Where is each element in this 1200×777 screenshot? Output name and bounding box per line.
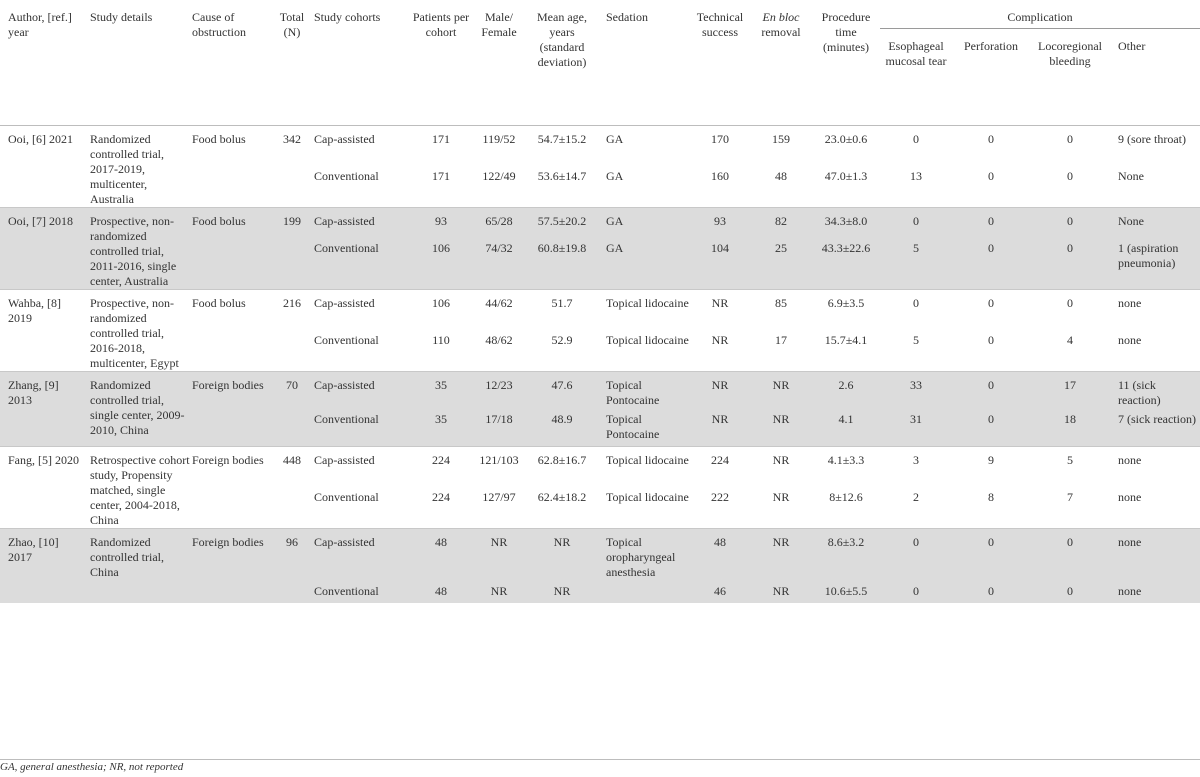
header-technical: Technical success	[690, 0, 750, 126]
table-footnote: GA, general anesthesia; NR, not reported	[0, 759, 1200, 773]
author-cell: Wahba, [8] 2019	[8, 296, 62, 325]
mean-age-cell: 62.8±16.7	[537, 453, 587, 467]
technical-success-cell: NR	[690, 372, 750, 409]
patients-cell: 35	[410, 372, 472, 409]
sedation-cell: GA	[606, 132, 624, 146]
total-cell: 216	[283, 296, 301, 310]
patients-cell: 48	[410, 529, 472, 581]
perforation-cell: 8	[988, 489, 994, 504]
technical-success-cell: 160	[711, 168, 729, 183]
patients-cell: 106	[432, 296, 450, 310]
other-complication-cell: 9 (sore throat)	[1118, 132, 1186, 146]
cause-cell: Foreign bodies	[192, 372, 270, 447]
male-female-cell: 48/62	[485, 332, 513, 347]
sedation-cell: GA	[598, 208, 690, 237]
cohort-cell: Cap-assisted	[314, 132, 375, 146]
header-cohorts: Study cohorts	[314, 0, 410, 126]
male-female-cell: 127/97	[482, 489, 516, 504]
technical-success-cell: 93	[690, 208, 750, 237]
bleeding-cell: 0	[1030, 529, 1110, 581]
enbloc-cell: 25	[750, 237, 812, 290]
sedation-cell: Topical Pontocaine	[598, 408, 690, 447]
bleeding-cell: 0	[1030, 580, 1110, 603]
male-female-cell: 17/18	[472, 408, 526, 447]
technical-success-cell: 48	[690, 529, 750, 581]
perforation-cell: 0	[952, 208, 1030, 237]
enbloc-cell: 159	[772, 132, 790, 146]
study-group	[0, 208, 1200, 290]
esophageal-tear-cell: 5	[880, 237, 952, 290]
patients-cell: 171	[432, 132, 450, 146]
table-row	[0, 290, 1200, 329]
procedure-time-cell: 10.6±5.5	[812, 580, 880, 603]
study-details-cell: Randomized controlled trial, single center, 2009-2010, China	[82, 372, 192, 447]
technical-success-cell: 170	[711, 132, 729, 146]
cohort-cell: Cap-assisted	[314, 208, 410, 237]
esophageal-tear-cell: 31	[880, 408, 952, 447]
table-row	[0, 529, 1200, 581]
male-female-cell: 74/32	[472, 237, 526, 290]
esophageal-tear-cell: 0	[880, 580, 952, 603]
header-bleeding: Locoregional bleeding	[1030, 29, 1110, 126]
sedation-cell: GA	[606, 168, 624, 183]
header-mean-age: Mean age, years (standard deviation)	[526, 0, 598, 126]
procedure-time-cell: 23.0±0.6	[824, 132, 868, 146]
mean-age-cell: 51.7	[551, 296, 573, 310]
technical-success-cell: 46	[690, 580, 750, 603]
procedure-time-cell: 2.6	[812, 372, 880, 409]
table-row	[0, 372, 1200, 409]
bleeding-cell: 5	[1067, 453, 1073, 467]
procedure-time-cell: 8.6±3.2	[812, 529, 880, 581]
cohort-cell: Cap-assisted	[314, 453, 375, 467]
procedure-time-cell: 47.0±1.3	[824, 168, 868, 183]
male-female-cell: 122/49	[482, 168, 516, 183]
other-complication-cell: 1 (aspiration pneumonia)	[1110, 237, 1200, 290]
esophageal-tear-cell: 0	[880, 208, 952, 237]
perforation-cell: 0	[988, 296, 994, 310]
study-details-cell: Prospective, non-randomized controlled trial, 2011-2016, single center, Australia	[82, 208, 192, 290]
header-cause: Cause of obstruction	[192, 0, 270, 126]
header-complication: Complication	[880, 0, 1200, 29]
bleeding-cell: 0	[1030, 237, 1110, 290]
study-group	[0, 529, 1200, 604]
header-sedation: Sedation	[598, 0, 690, 126]
other-complication-cell: none	[1118, 453, 1142, 467]
esophageal-tear-cell: 0	[880, 529, 952, 581]
patients-cell: 35	[410, 408, 472, 447]
mean-age-cell: 54.7±15.2	[537, 132, 587, 146]
cohort-cell: Conventional	[314, 168, 379, 183]
sedation-cell	[598, 580, 690, 603]
header-perforation: Perforation	[952, 29, 1030, 126]
cause-cell: Food bolus	[192, 208, 270, 290]
other-complication-cell: none	[1110, 580, 1200, 603]
mean-age-cell: 53.6±14.7	[537, 168, 587, 183]
table-row	[0, 126, 1200, 165]
bleeding-cell: 0	[1067, 168, 1073, 183]
male-female-cell: 65/28	[472, 208, 526, 237]
header-other: Other	[1110, 29, 1200, 126]
header-enbloc-italic: En bloc	[762, 10, 800, 24]
mean-age-cell: 60.8±19.8	[526, 237, 598, 290]
table-row	[0, 208, 1200, 237]
cohort-cell: Conventional	[314, 332, 379, 347]
total-cell: 199	[270, 208, 314, 290]
study-group	[0, 126, 1200, 208]
total-cell: 70	[270, 372, 314, 447]
cause-cell: Food bolus	[192, 296, 246, 310]
perforation-cell: 0	[952, 237, 1030, 290]
other-complication-cell: None	[1118, 168, 1144, 183]
cohort-cell: Cap-assisted	[314, 529, 410, 581]
male-female-cell: 12/23	[472, 372, 526, 409]
patients-cell: 48	[410, 580, 472, 603]
table-header	[0, 0, 1200, 126]
other-complication-cell: 11 (sick reaction)	[1110, 372, 1200, 409]
total-cell: 96	[270, 529, 314, 604]
esophageal-tear-cell: 0	[913, 132, 919, 146]
cause-cell: Food bolus	[192, 132, 246, 146]
header-study-details: Study details	[82, 0, 192, 126]
bleeding-cell: 0	[1067, 132, 1073, 146]
technical-success-cell: 224	[711, 453, 729, 467]
cause-cell: Foreign bodies	[192, 453, 264, 467]
cohort-cell: Cap-assisted	[314, 372, 410, 409]
male-female-cell: 119/52	[482, 132, 516, 146]
patients-cell: 93	[410, 208, 472, 237]
enbloc-cell: NR	[750, 580, 812, 603]
other-complication-cell: none	[1118, 489, 1142, 504]
perforation-cell: 0	[952, 408, 1030, 447]
esophageal-tear-cell: 2	[913, 489, 919, 504]
other-complication-cell: 7 (sick reaction)	[1110, 408, 1200, 447]
study-group	[0, 447, 1200, 529]
sedation-cell: GA	[598, 237, 690, 290]
author-cell: Ooi, [7] 2018	[0, 208, 82, 290]
sedation-cell: Topical Pontocaine	[598, 372, 690, 409]
perforation-cell: 0	[988, 332, 994, 347]
bleeding-cell: 18	[1030, 408, 1110, 447]
perforation-cell: 0	[988, 168, 994, 183]
patients-cell: 224	[432, 489, 450, 504]
header-esophageal-tear: Esophageal mucosal tear	[880, 29, 952, 126]
header-author: Author, [ref.] year	[0, 0, 82, 126]
esophageal-tear-cell: 0	[913, 296, 919, 310]
patients-cell: 171	[432, 168, 450, 183]
perforation-cell: 0	[952, 580, 1030, 603]
mean-age-cell: NR	[526, 529, 598, 581]
total-cell: 342	[283, 132, 301, 146]
perforation-cell: 0	[988, 132, 994, 146]
patients-cell: 110	[432, 332, 450, 347]
technical-success-cell: 222	[711, 489, 729, 504]
procedure-time-cell: 4.1±3.3	[827, 453, 865, 467]
mean-age-cell: 52.9	[551, 332, 573, 347]
header-procedure-time: Procedure time (minutes)	[812, 0, 880, 126]
technical-success-cell: 104	[690, 237, 750, 290]
author-cell: Fang, [5] 2020	[8, 453, 79, 467]
sedation-cell: Topical oropharyngeal anesthesia	[598, 529, 690, 581]
header-patients: Patients per cohort	[410, 0, 472, 126]
header-enbloc-rest: removal	[761, 25, 801, 39]
procedure-time-cell: 6.9±3.5	[827, 296, 865, 310]
bleeding-cell: 17	[1030, 372, 1110, 409]
other-complication-cell: None	[1110, 208, 1200, 237]
enbloc-cell: 85	[775, 296, 787, 310]
procedure-time-cell: 4.1	[812, 408, 880, 447]
mean-age-cell: 62.4±18.2	[537, 489, 587, 504]
other-complication-cell: none	[1110, 529, 1200, 581]
enbloc-cell: 82	[750, 208, 812, 237]
enbloc-cell: NR	[750, 372, 812, 409]
cause-cell: Foreign bodies	[192, 529, 270, 604]
other-complication-cell: none	[1118, 296, 1142, 310]
enbloc-cell: NR	[750, 529, 812, 581]
table-row	[0, 447, 1200, 486]
enbloc-cell: 48	[775, 168, 787, 183]
patients-cell: 106	[410, 237, 472, 290]
author-cell: Zhang, [9] 2013	[0, 372, 82, 447]
mean-age-cell: 57.5±20.2	[526, 208, 598, 237]
bleeding-cell: 0	[1067, 296, 1073, 310]
esophageal-tear-cell: 3	[913, 453, 919, 467]
esophageal-tear-cell: 33	[880, 372, 952, 409]
sedation-cell: Topical lidocaine	[606, 332, 689, 347]
header-enbloc	[750, 0, 812, 126]
bleeding-cell: 7	[1067, 489, 1073, 504]
male-female-cell: NR	[472, 580, 526, 603]
enbloc-cell: 17	[775, 332, 787, 347]
perforation-cell: 0	[952, 372, 1030, 409]
bleeding-cell: 0	[1030, 208, 1110, 237]
technical-success-cell: NR	[711, 296, 729, 310]
procedure-time-cell: 43.3±22.6	[812, 237, 880, 290]
study-group	[0, 290, 1200, 372]
esophageal-tear-cell: 5	[913, 332, 919, 347]
author-cell: Ooi, [6] 2021	[8, 132, 73, 146]
cohort-cell: Conventional	[314, 408, 410, 447]
procedure-time-cell: 34.3±8.0	[812, 208, 880, 237]
male-female-cell: 44/62	[485, 296, 513, 310]
cohort-cell: Conventional	[314, 580, 410, 603]
esophageal-tear-cell: 13	[910, 168, 922, 183]
mean-age-cell: NR	[526, 580, 598, 603]
study-group	[0, 372, 1200, 447]
enbloc-cell: NR	[750, 408, 812, 447]
author-cell: Zhao, [10] 2017	[0, 529, 82, 604]
mean-age-cell: 47.6	[526, 372, 598, 409]
header-total: Total (N)	[270, 0, 314, 126]
enbloc-cell: NR	[772, 453, 790, 467]
enbloc-cell: NR	[772, 489, 790, 504]
cohort-cell: Conventional	[314, 489, 379, 504]
procedure-time-cell: 15.7±4.1	[824, 332, 868, 347]
sedation-cell: Topical lidocaine	[606, 489, 689, 504]
procedure-time-cell: 8±12.6	[829, 489, 863, 504]
study-details-cell: Retrospective cohort study, Propensity matched, single center, 2004-2018, China	[90, 453, 190, 527]
other-complication-cell: none	[1118, 332, 1142, 347]
sedation-cell: Topical lidocaine	[606, 296, 689, 310]
male-female-cell: 121/103	[479, 453, 519, 467]
header-male-female: Male/ Female	[472, 0, 526, 126]
study-details-cell: Randomized controlled trial, China	[82, 529, 192, 604]
sedation-cell: Topical lidocaine	[606, 453, 689, 467]
cohort-cell: Conventional	[314, 237, 410, 290]
study-details-cell: Prospective, non-randomized controlled trial, 2016-2018, multicenter, Egypt	[90, 296, 179, 370]
perforation-cell: 9	[988, 453, 994, 467]
patients-cell: 224	[432, 453, 450, 467]
male-female-cell: NR	[472, 529, 526, 581]
cohort-cell: Cap-assisted	[314, 296, 375, 310]
mean-age-cell: 48.9	[526, 408, 598, 447]
total-cell: 448	[283, 453, 301, 467]
perforation-cell: 0	[952, 529, 1030, 581]
bleeding-cell: 4	[1067, 332, 1073, 347]
study-details-cell: Randomized controlled trial, 2017-2019, multicenter, Australia	[90, 132, 164, 206]
technical-success-cell: NR	[690, 408, 750, 447]
technical-success-cell: NR	[711, 332, 729, 347]
